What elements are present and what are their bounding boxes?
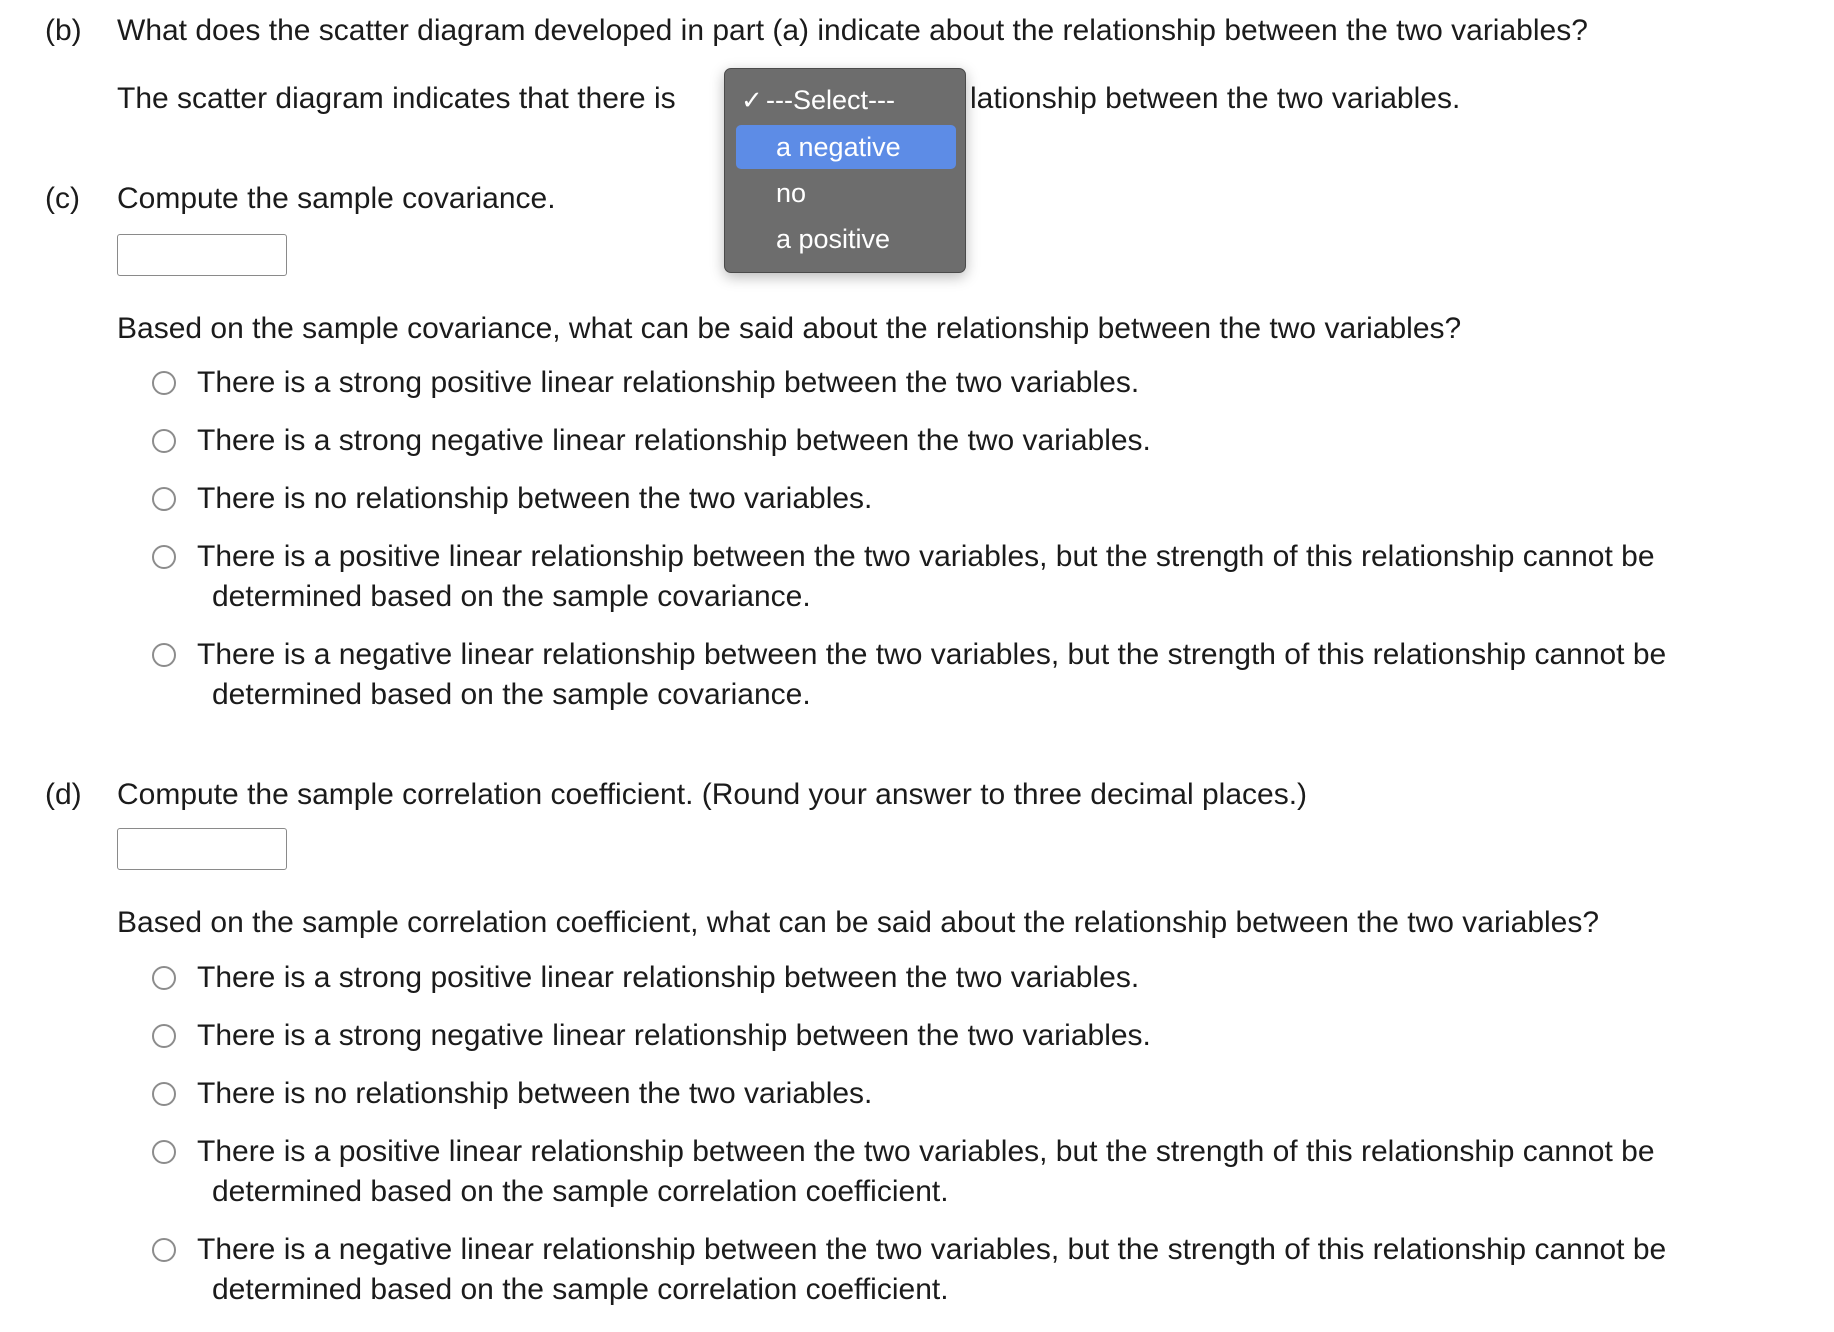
part-c-follow-up: Based on the sample covariance, what can be said about the relationship between the two variables? (117, 312, 1462, 345)
correlation-coefficient-input[interactable] (117, 828, 287, 870)
option-text: There is a positive linear relationship between the two variables, but the strength of this relationship cannot be (197, 1135, 1655, 1168)
option-text: There is a strong negative linear relationship between the two variables. (197, 424, 1151, 457)
option-text: There is no relationship between the two variables. (197, 482, 873, 515)
option-text: There is a negative linear relationship between the two variables, but the strength of this relationship cannot be (197, 638, 1667, 671)
part-b-question: What does the scatter diagram developed in part (a) indicate about the relationship between the two variables? (117, 14, 1588, 47)
part-b-sentence-after: lationship between the two variables. (970, 82, 1461, 115)
relationship-dropdown-menu[interactable] (724, 68, 966, 273)
dropdown-option-a-positive[interactable]: a positive (776, 224, 891, 254)
radio-button[interactable] (152, 1024, 176, 1048)
option-text-continued: determined based on the sample covariance. (212, 580, 811, 613)
sample-covariance-input[interactable] (117, 234, 287, 276)
option-text: There is no relationship between the two variables. (197, 1077, 873, 1110)
option-text: There is a negative linear relationship between the two variables, but the strength of this relationship cannot be (197, 1233, 1667, 1266)
part-c-question: Compute the sample covariance. (117, 182, 556, 215)
radio-button[interactable] (152, 966, 176, 990)
dropdown-option-a-negative[interactable]: a negative (776, 132, 901, 162)
part-d-label: (d) (45, 778, 82, 811)
part-b-sentence-before: The scatter diagram indicates that there is (117, 82, 676, 115)
radio-button[interactable] (152, 1082, 176, 1106)
dropdown-option-no[interactable]: no (776, 178, 807, 208)
option-text-continued: determined based on the sample correlation coefficient. (212, 1175, 949, 1208)
option-text: There is a strong positive linear relationship between the two variables. (197, 961, 1140, 994)
option-text-continued: determined based on the sample covariance. (212, 678, 811, 711)
part-b-label: (b) (45, 14, 82, 47)
radio-button[interactable] (152, 545, 176, 569)
option-text-continued: determined based on the sample correlation coefficient. (212, 1273, 949, 1306)
part-c-label: (c) (45, 182, 80, 215)
radio-button[interactable] (152, 1238, 176, 1262)
option-text: There is a strong positive linear relationship between the two variables. (197, 366, 1140, 399)
part-d-follow-up: Based on the sample correlation coefficient, what can be said about the relationship between the two variables? (117, 906, 1600, 939)
radio-button[interactable] (152, 1140, 176, 1164)
radio-button[interactable] (152, 643, 176, 667)
radio-button[interactable] (152, 487, 176, 511)
part-d-question: Compute the sample correlation coefficient. (Round your answer to three decimal places.) (117, 778, 1308, 811)
option-text: There is a positive linear relationship between the two variables, but the strength of this relationship cannot be (197, 540, 1655, 573)
radio-button[interactable] (152, 371, 176, 395)
selected-check-icon: ✓ (741, 85, 763, 115)
radio-button[interactable] (152, 429, 176, 453)
option-text: There is a strong negative linear relationship between the two variables. (197, 1019, 1151, 1052)
dropdown-option-select-placeholder[interactable]: ---Select--- (766, 85, 895, 115)
